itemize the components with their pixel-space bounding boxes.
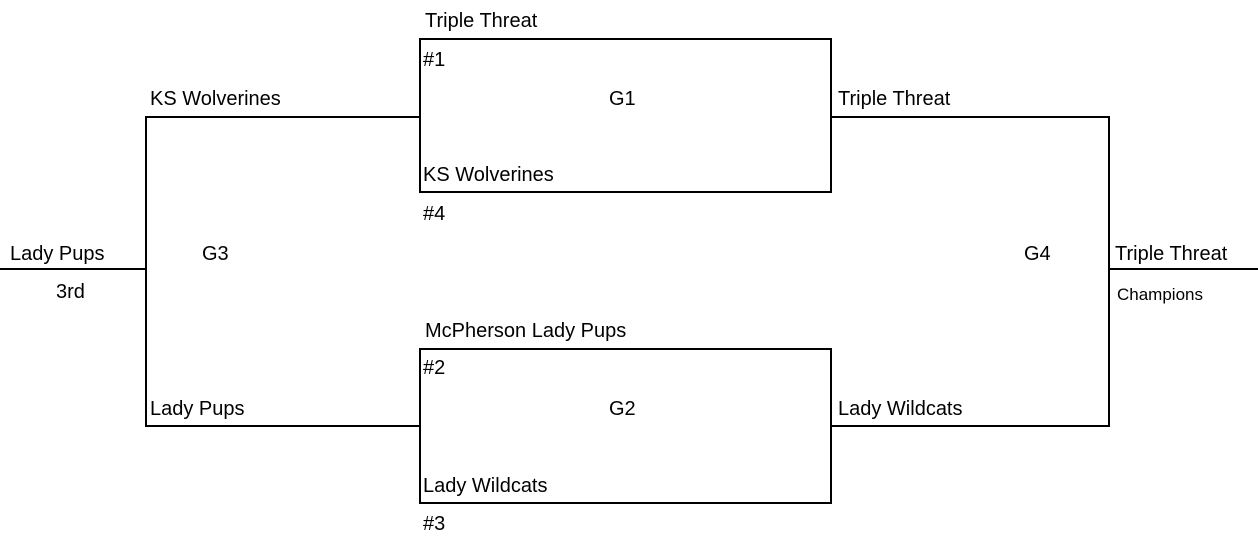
g4-top-team: Triple Threat xyxy=(838,88,951,110)
g3-top-team: KS Wolverines xyxy=(150,88,281,110)
g4-game-label: G4 xyxy=(1024,243,1051,265)
g4-result-team: Triple Threat xyxy=(1115,243,1228,265)
g1-game-label: G1 xyxy=(609,88,636,110)
g2-top-seed: #2 xyxy=(423,357,446,379)
g4-result-place: Champions xyxy=(1117,285,1203,304)
g4-line-vertical xyxy=(1108,116,1110,427)
g3-line-vertical xyxy=(145,116,147,427)
g1-top-seed: #1 xyxy=(423,49,446,71)
g1-bottom-team: KS Wolverines xyxy=(423,164,554,186)
g3-bottom-team: Lady Pups xyxy=(150,398,245,420)
g2-top-team: McPherson Lady Pups xyxy=(425,320,627,342)
g3-line-top xyxy=(145,116,421,118)
g3-result-place: 3rd xyxy=(56,281,85,303)
g4-line-bottom xyxy=(832,425,1110,427)
g4-line-result xyxy=(1108,268,1258,270)
g2-bottom-seed: #3 xyxy=(423,513,446,535)
g3-line-result xyxy=(0,268,147,270)
g2-bottom-team: Lady Wildcats xyxy=(423,475,548,497)
g1-bottom-seed: #4 xyxy=(423,203,446,225)
g3-result-team: Lady Pups xyxy=(10,243,105,265)
g3-line-bottom xyxy=(145,425,421,427)
g4-line-top xyxy=(832,116,1110,118)
g4-bottom-team: Lady Wildcats xyxy=(838,398,963,420)
g3-game-label: G3 xyxy=(202,243,229,265)
g2-game-label: G2 xyxy=(609,398,636,420)
g1-top-team: Triple Threat xyxy=(425,10,538,32)
